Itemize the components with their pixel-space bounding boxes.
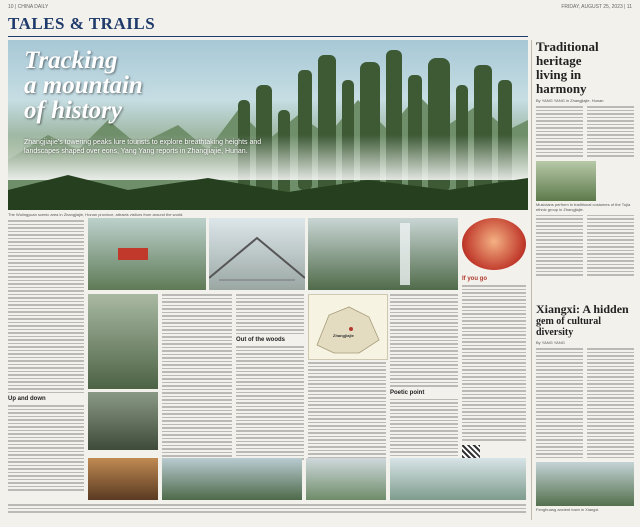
headline-line-1: Tracking [24,47,118,74]
map-illustration [309,295,387,359]
body-text-lines [236,294,304,334]
red-sign [118,248,148,260]
body-text-lines [236,346,304,460]
waterfall-photo [308,218,458,290]
body-text-lines [8,220,84,393]
page-number-left: 10 | CHINA DAILY [8,4,49,10]
body-column-1 [8,220,84,491]
food-photo [462,218,526,270]
body-text-lines [390,399,458,460]
body-text-lines [536,215,583,276]
cave-photo [88,458,158,500]
rock-forest-photo [306,458,386,500]
body-text-lines [536,106,583,157]
page-date-right: FRIDAY, AUGUST 25, 2023 | 11 [561,4,632,10]
subhead-out-of-the-woods: Out of the woods [236,337,285,343]
map-label: Zhangjiajie [333,333,354,338]
xiangxi-headline-line-1: Xiangxi: A hidden [536,302,629,316]
body-text-lines [587,348,634,458]
small-photos-column [88,294,158,450]
subhead-poetic-point: Poetic point [390,389,425,396]
feature-headline [24,48,284,123]
xiangxi-byline: By YANG YANG [536,340,565,345]
bottom-caption-lines [8,504,526,513]
stone-arch-photo [88,294,158,389]
stairway-photo [88,392,158,450]
peaks-photo [162,458,302,500]
xiangxi-story [536,302,634,512]
sidebar-text-lines [462,285,526,441]
body-text-lines [587,106,634,157]
heritage-story [536,40,634,276]
body-column-3 [236,294,304,460]
heritage-byline: By YANG YANG in Zhangjiajie, Hunan [536,98,604,103]
xiangxi-headline-line-2: gem of cultural diversity [536,316,601,338]
section-rule [8,36,528,37]
sidebar-title: If you go [462,276,487,282]
section-title: TALES & TRAILS [8,14,156,33]
feature-deck: Zhangjiajie's towering peaks lure tourists to explore breathtaking heights and landscapes shaped over eons, Yang Yang reports in Zhangjiajie, Hunan. [24,139,262,155]
hero-caption: The Wulingyuan scenic area in Zhangjiajie, Hunan province, attracts visitors from around the world. [8,212,184,217]
column-divider [531,40,532,520]
bridge-illustration [209,218,305,290]
heritage-headline-line-2: living in harmony [536,67,587,96]
body-text-lines [162,294,232,464]
heritage-caption: Musicians perform in traditional costumes of the Tujia ethnic group in Zhangjiajie. [536,201,631,212]
subhead-up-and-down: Up and down [8,396,46,402]
performers-photo [536,161,596,201]
lake-photo [390,458,526,500]
headline-line-2: a mountain [24,72,143,99]
xiangxi-caption: Fenghuang ancient town in Xiangxi. [536,507,600,512]
body-column-5 [390,294,458,460]
heritage-headline-line-1: Traditional heritage [536,39,599,68]
cliff-sign-photo [88,218,206,290]
waterfall [400,223,410,285]
xiangxi-headline [536,302,634,338]
body-text-lines [8,405,84,491]
body-text-lines [390,294,458,387]
body-column-2 [162,294,232,464]
glass-bridge-photo [209,218,305,290]
if-you-go-sidebar [462,276,526,463]
location-map [308,294,388,360]
heritage-headline [536,40,634,96]
body-text-lines [536,348,583,458]
headline-line-3: of history [24,97,122,124]
fenghuang-photo [536,462,634,506]
body-text-lines [587,215,634,276]
hero-photo [8,40,528,210]
page-header [8,3,632,12]
